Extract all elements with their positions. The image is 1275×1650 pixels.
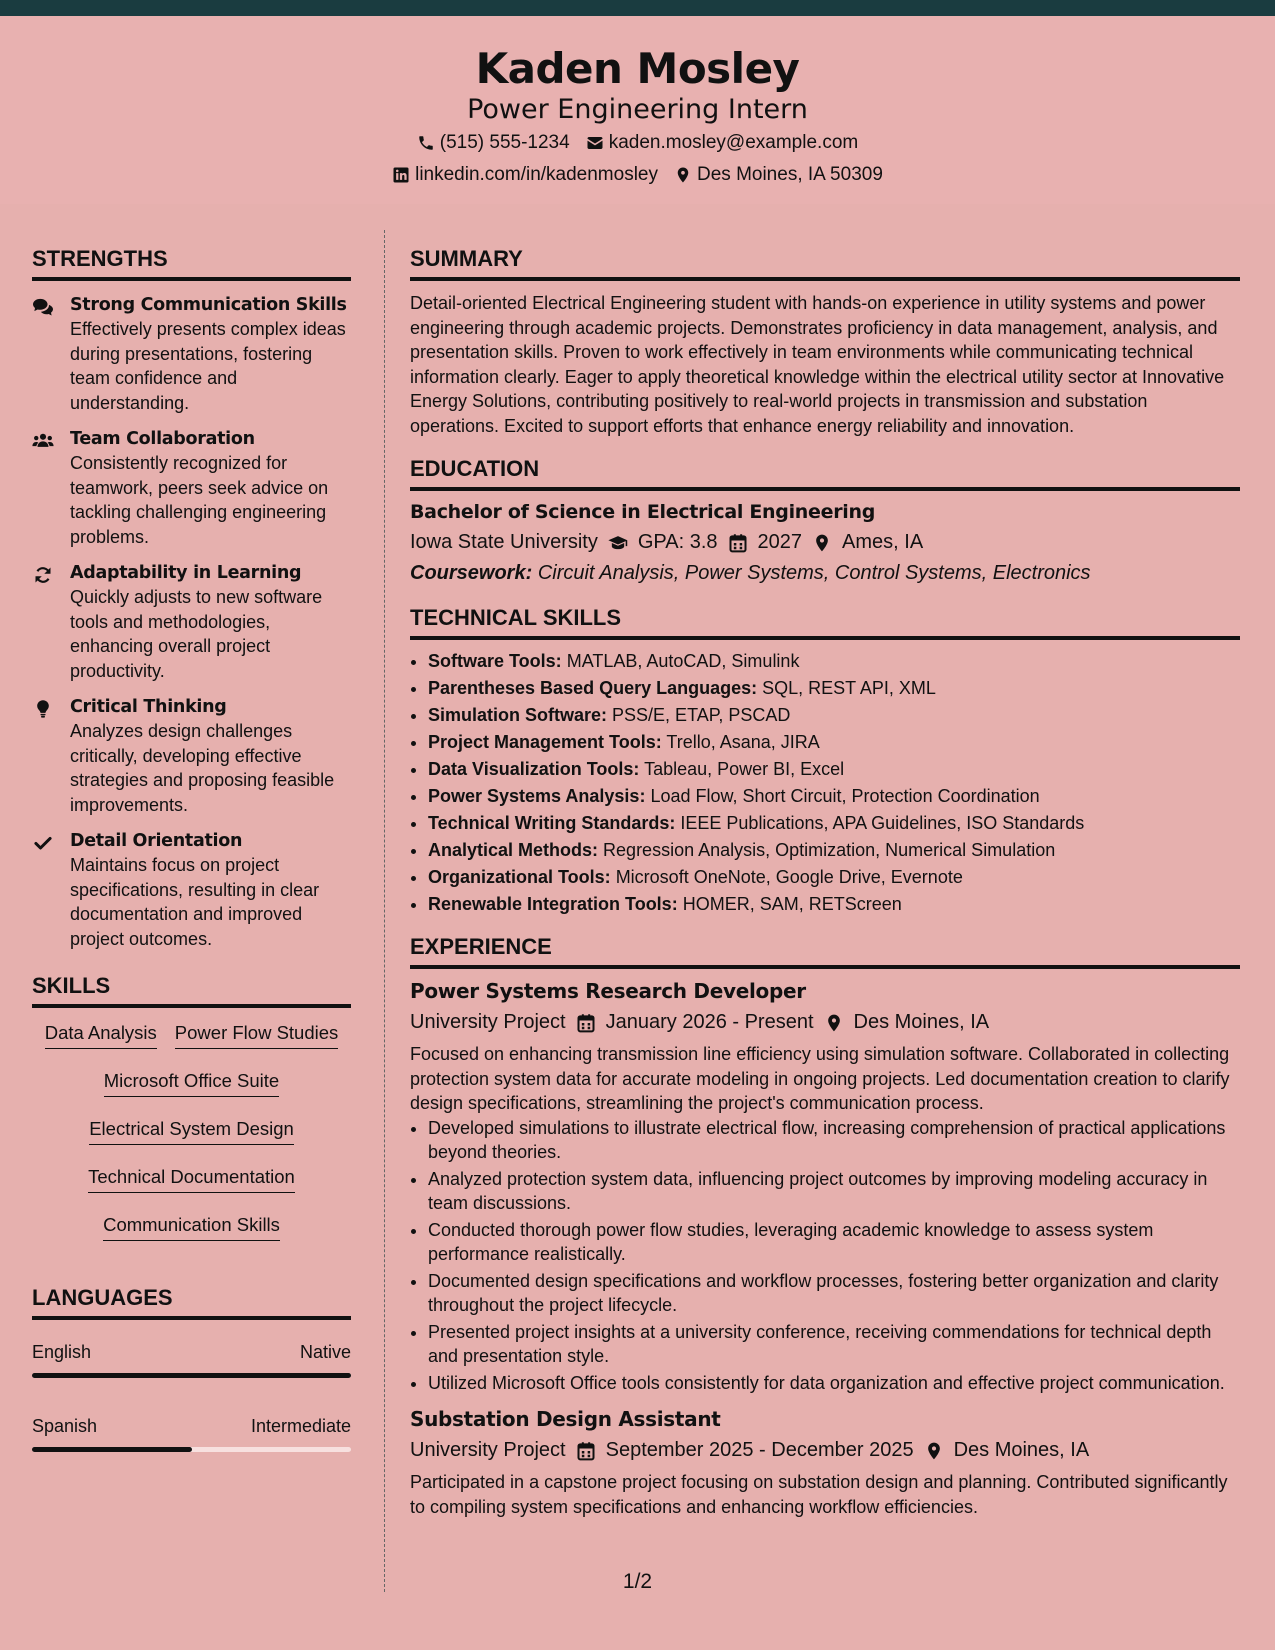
- tech-skill-value: HOMER, SAM, RETScreen: [682, 894, 902, 914]
- email-contact[interactable]: [586, 132, 859, 154]
- list-item: [428, 756, 1240, 783]
- language-name: English: [32, 1342, 92, 1362]
- job-org: University Project: [410, 1011, 566, 1033]
- linkedin-icon: [392, 166, 410, 184]
- list-item: • Analyzed protection system data, influencing project outcomes by improving modeling accuracy in team discussions.: [428, 1167, 1240, 1216]
- strength-item: [32, 831, 351, 951]
- language-level: Intermediate: [250, 1416, 351, 1436]
- location-text: Des Moines, IA 50309: [697, 164, 883, 185]
- linkedin-contact[interactable]: [392, 164, 658, 186]
- phone-text: (515) 555-1234: [439, 132, 570, 153]
- tech-skill-value: Regression Analysis, Optimization, Numerical Simulation: [603, 840, 1056, 860]
- school-location: Ames, IA: [842, 531, 924, 553]
- contact-row-2: [0, 164, 1275, 186]
- candidate-title: Power Engineering Intern: [467, 94, 808, 125]
- calendar-icon: [576, 1441, 596, 1461]
- strength-title: Strong Communication Skills: [70, 295, 347, 315]
- job-title: Power Systems Research Developer: [410, 979, 806, 1003]
- tech-skill-value: Trello, Asana, JIRA: [666, 732, 820, 752]
- language-proficiency-bar: [32, 1447, 351, 1452]
- list-item: • Documented design specifications and workflow processes, fostering better organization and clarity throughout the project lifecycle.: [428, 1269, 1240, 1318]
- tech-skill-label: Power Systems Analysis:: [428, 786, 646, 806]
- school-name: Iowa State University: [410, 531, 598, 553]
- tech-skill-label: Parentheses Based Query Languages:: [428, 678, 758, 698]
- degree-title: Bachelor of Science in Electrical Engineering: [410, 501, 875, 523]
- job-dates: September 2025 - December 2025: [605, 1439, 914, 1461]
- graduation-cap-icon: [608, 533, 628, 553]
- strength-desc: Effectively presents complex ideas during presentations, fostering team confidence and understanding.: [70, 319, 346, 413]
- candidate-name: Kaden Mosley: [475, 44, 800, 93]
- list-item: [428, 783, 1240, 810]
- top-accent-bar: [0, 0, 1275, 16]
- list-item: • Developed simulations to illustrate electrical flow, increasing comprehension of practical applications beyond theories.: [428, 1116, 1240, 1165]
- tech-skill-label: Project Management Tools:: [428, 732, 662, 752]
- language-proficiency-bar: [32, 1373, 351, 1378]
- strength-title: Adaptability in Learning: [70, 563, 302, 583]
- envelope-icon: [586, 134, 604, 152]
- technical-skills-list: [410, 648, 1240, 918]
- strength-title: Detail Orientation: [70, 831, 243, 851]
- technical-skills-heading: TECHNICAL SKILLS: [410, 605, 1240, 640]
- job-entry: [410, 1407, 1240, 1519]
- tech-skill-value: Microsoft OneNote, Google Drive, Evernote: [615, 867, 963, 887]
- job-location: Des Moines, IA: [953, 1439, 1090, 1461]
- list-item: • Utilized Microsoft Office tools consistently for data organization and effective project communication.: [428, 1371, 1240, 1396]
- education-heading: EDUCATION: [410, 456, 1240, 491]
- skill-tag: Data Analysis: [45, 1022, 157, 1049]
- skill-tag: Microsoft Office Suite: [104, 1070, 279, 1097]
- coursework-label: Coursework:: [410, 562, 533, 584]
- tech-skill-label: Analytical Methods:: [428, 840, 599, 860]
- tech-skill-label: Data Visualization Tools:: [428, 759, 640, 779]
- list-item: • Conducted thorough power flow studies, leveraging academic knowledge to assess system performance realistically.: [428, 1218, 1240, 1267]
- language-name: Spanish: [32, 1416, 98, 1436]
- education-meta: [410, 531, 1240, 554]
- email-text: kaden.mosley@example.com: [608, 132, 859, 153]
- map-marker-icon: [824, 1013, 844, 1033]
- job-dates: January 2026 - Present: [605, 1011, 814, 1033]
- strengths-heading: STRENGTHS: [32, 246, 351, 281]
- job-bullets: [410, 1116, 1240, 1396]
- skill-tag: Communication Skills: [103, 1214, 280, 1241]
- left-column: [32, 246, 351, 1452]
- strength-desc: Analyzes design challenges critically, developing effective strategies and proposing feasible improvements.: [70, 721, 335, 815]
- coursework-text: Circuit Analysis, Power Systems, Control Systems, Electronics: [537, 562, 1091, 584]
- tech-skill-value: PSS/E, ETAP, PSCAD: [612, 705, 791, 725]
- job-entry: [410, 979, 1240, 1395]
- calendar-icon: [576, 1013, 596, 1033]
- list-item: [428, 864, 1240, 891]
- skill-tag: Electrical System Design: [89, 1118, 294, 1145]
- language-item: [32, 1416, 351, 1452]
- tech-skill-value: Tableau, Power BI, Excel: [644, 759, 845, 779]
- skills-heading: SKILLS: [32, 973, 351, 1008]
- calendar-icon: [728, 533, 748, 553]
- tech-skill-label: Software Tools:: [428, 651, 562, 671]
- tech-skill-label: Technical Writing Standards:: [428, 813, 676, 833]
- tech-skill-value: SQL, REST API, XML: [762, 678, 936, 698]
- graduation-year: 2027: [757, 531, 803, 553]
- strength-title: Team Collaboration: [70, 429, 255, 449]
- experience-heading: EXPERIENCE: [410, 934, 1240, 969]
- summary-text: Detail-oriented Electrical Engineering student with hands-on experience in utility systems and power engineering through academic projects. Demonstrates proficiency in data management, analysis, and presentation skills. Proven to work effectively in team environments while communicating technical information clearly. Eager to apply theoretical knowledge within the electrical utility sector at Innovative Energy Solutions, contributing positively to real-world projects in transmission and substation operations. Excited to support efforts that enhance energy reliability and innovation.: [410, 293, 1225, 436]
- job-title: Substation Design Assistant: [410, 1407, 721, 1431]
- lightbulb-icon: [32, 699, 54, 719]
- strength-desc: Consistently recognized for teamwork, peers seek advice on tackling challenging engineering problems.: [70, 453, 329, 547]
- tech-skill-label: Organizational Tools:: [428, 867, 611, 887]
- tech-skill-label: Simulation Software:: [428, 705, 608, 725]
- location-contact: [674, 164, 883, 186]
- coursework-line: [410, 562, 1240, 585]
- gpa-text: GPA: 3.8: [637, 531, 718, 553]
- language-item: [32, 1342, 351, 1378]
- page-number: 1/2: [622, 1570, 653, 1593]
- contact-row-1: [0, 132, 1275, 154]
- column-divider: [384, 230, 385, 1592]
- comments-icon: [32, 297, 54, 317]
- strength-item: [32, 697, 351, 817]
- skill-tag: Power Flow Studies: [175, 1022, 338, 1049]
- map-marker-icon: [924, 1441, 944, 1461]
- list-item: • Presented project insights at a university conference, receiving commendations for technical depth and presentation style.: [428, 1320, 1240, 1369]
- skill-tag: Technical Documentation: [88, 1166, 295, 1193]
- sync-icon: [32, 565, 54, 585]
- skills-list: [32, 1008, 351, 1241]
- job-meta: [410, 1439, 1240, 1462]
- list-item: [428, 729, 1240, 756]
- strength-item: [32, 563, 351, 683]
- list-item: [428, 675, 1240, 702]
- language-proficiency-fill: [32, 1373, 351, 1378]
- list-item: [428, 891, 1240, 918]
- strength-item: [32, 295, 351, 415]
- check-icon: [32, 833, 54, 853]
- phone-contact[interactable]: [417, 132, 570, 154]
- job-description: Participated in a capstone project focusing on substation design and planning. Contributed significantly to compiling system specifications and enhancing workflow efficiencies.: [410, 1472, 1228, 1517]
- map-marker-icon: [812, 533, 832, 553]
- tech-skill-value: Load Flow, Short Circuit, Protection Coordination: [650, 786, 1040, 806]
- job-org: University Project: [410, 1439, 566, 1461]
- strength-desc: Quickly adjusts to new software tools and methodologies, enhancing overall project productivity.: [70, 587, 323, 681]
- users-icon: [32, 431, 54, 451]
- strength-desc: Maintains focus on project specifications, resulting in clear documentation and improved project outcomes.: [70, 855, 320, 949]
- summary-heading: SUMMARY: [410, 246, 1240, 281]
- tech-skill-value: MATLAB, AutoCAD, Simulink: [566, 651, 800, 671]
- right-column: [410, 246, 1240, 1519]
- language-level: Native: [299, 1342, 351, 1362]
- job-meta: [410, 1011, 1240, 1034]
- job-location: Des Moines, IA: [853, 1011, 990, 1033]
- tech-skill-value: IEEE Publications, APA Guidelines, ISO Standards: [680, 813, 1085, 833]
- strength-title: Critical Thinking: [70, 697, 227, 717]
- list-item: [428, 648, 1240, 675]
- resume-header: [0, 16, 1275, 204]
- list-item: [428, 837, 1240, 864]
- tech-skill-label: Renewable Integration Tools:: [428, 894, 678, 914]
- language-proficiency-fill: [32, 1447, 192, 1452]
- job-description: Focused on enhancing transmission line efficiency using simulation software. Collaborated in collecting protection system data for accurate modeling in ongoing projects. Led documentation creation to clarify design specifications, streamlining the project's communication process.: [410, 1044, 1230, 1113]
- list-item: [428, 810, 1240, 837]
- strength-item: [32, 429, 351, 549]
- map-marker-icon: [674, 166, 692, 184]
- list-item: [428, 702, 1240, 729]
- linkedin-text: linkedin.com/in/kadenmosley: [415, 164, 658, 185]
- languages-heading: LANGUAGES: [32, 1285, 351, 1320]
- phone-icon: [417, 134, 435, 152]
